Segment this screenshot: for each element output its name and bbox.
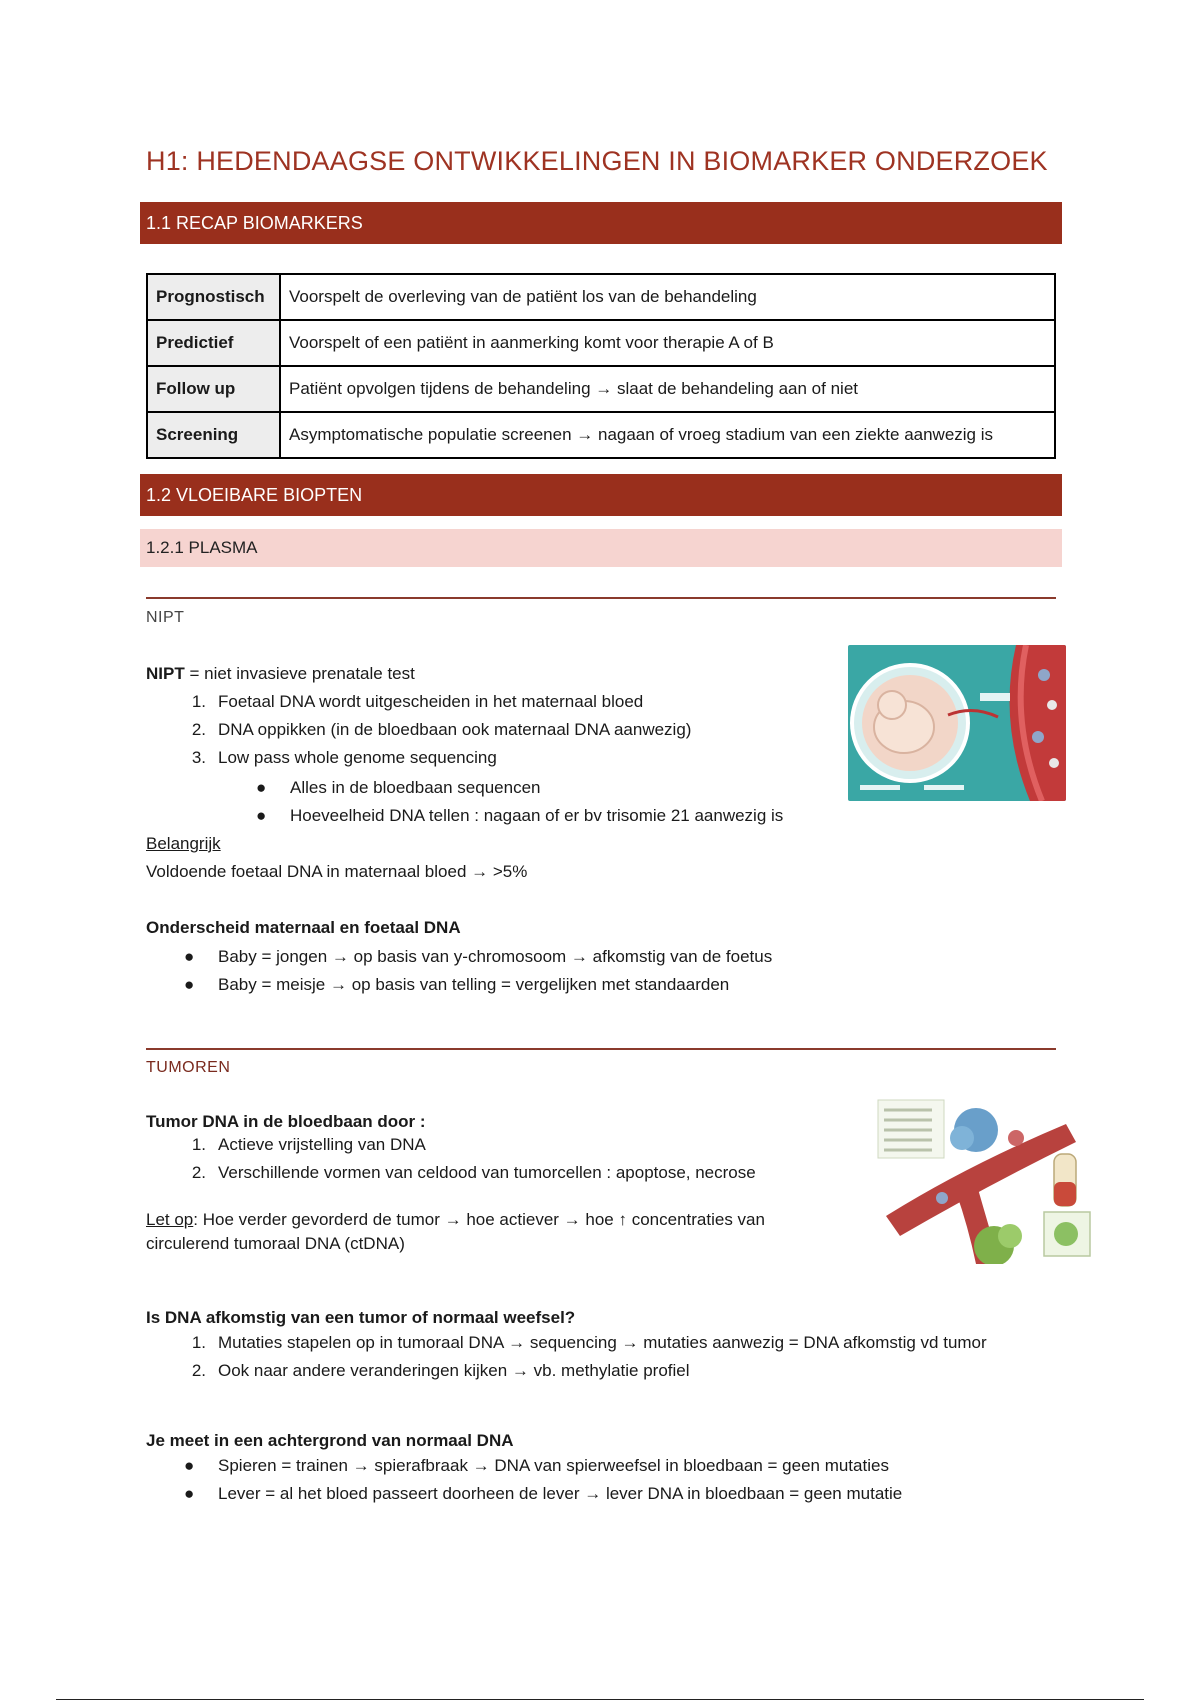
list-item: 2. Ook naar andere veranderingen kijken → vb. methylatie profiel [191, 1361, 690, 1380]
table-cell-desc: Patiënt opvolgen tijdens de behandeling → slaat de behandeling aan of niet [280, 366, 1055, 412]
divider [146, 1048, 1056, 1050]
list-item: 2. Verschillende vormen van celdood van tumorcellen : apoptose, necrose [191, 1163, 756, 1182]
table-cell-label: Screening [147, 412, 280, 458]
background-bullets [184, 1452, 903, 1508]
biomarker-table [146, 273, 1056, 459]
table-row [147, 412, 1055, 458]
table-cell-desc: Asymptomatische populatie screenen → nagaan of vroeg stadium van een ziekte aanwezig is [280, 412, 1055, 458]
list-item: 1. Foetaal DNA wordt uitgescheiden in het maternaal bloed [191, 692, 644, 711]
list-item: ● Baby = jongen → op basis van y-chromosoom → afkomstig van de foetus [184, 947, 773, 966]
list-item: 1. Actieve vrijstelling van DNA [191, 1135, 426, 1154]
table-row [147, 320, 1055, 366]
tumor-note [146, 1208, 765, 1232]
tumor-dna-steps [191, 1131, 756, 1187]
section-header-recap: 1.1 RECAP BIOMARKERS [140, 202, 1062, 244]
distinction-bullets [184, 943, 773, 999]
list-item: ● Baby = meisje → op basis van telling = vergelijken met standaarden [184, 975, 730, 994]
nipt-heading: NIPT [146, 609, 185, 626]
nipt-sub-bullets [256, 774, 784, 830]
list-item: 1. Mutaties stapelen op in tumoraal DNA → sequencing → mutaties aanwezig = DNA afkomstig vd tumor [191, 1333, 987, 1352]
tumor-note-continued: circulerend tumoraal DNA (ctDNA) [146, 1234, 405, 1253]
table-row [147, 366, 1055, 412]
note-label: Let op [146, 1210, 194, 1229]
list-item: ● Hoeveelheid DNA tellen : nagaan of er bv trisomie 21 aanwezig is [256, 806, 784, 825]
list-item: ● Alles in de bloedbaan sequencen [256, 778, 541, 797]
note-text: : Hoe verder gevorderd de tumor → hoe actiever → hoe ↑ concentraties van [193, 1210, 765, 1229]
list-item: 3. Low pass whole genome sequencing [191, 748, 497, 767]
nipt-definition [146, 662, 415, 686]
list-item: 2. DNA oppikken (in de bloedbaan ook maternaal DNA aanwezig) [191, 720, 692, 739]
divider [146, 597, 1056, 599]
page-title: H1: HEDENDAAGSE ONTWIKKELINGEN IN BIOMARKER ONDERZOEK [146, 146, 1048, 176]
table-cell-label: Follow up [147, 366, 280, 412]
list-item: ● Spieren = trainen → spierafbraak → DNA van spierweefsel in bloedbaan = geen mutaties [184, 1456, 889, 1475]
fetal-dna-bloodstream-illustration [848, 645, 1066, 801]
nipt-term: NIPT [146, 664, 185, 683]
important-text: Voldoende foetaal DNA in maternaal bloed → >5% [146, 862, 528, 881]
origin-heading: Is DNA afkomstig van een tumor of normaal weefsel? [146, 1308, 576, 1327]
list-item: ● Lever = al het bloed passeert doorheen de lever → lever DNA in bloedbaan = geen mutatie [184, 1484, 903, 1503]
nipt-definition-text: = niet invasieve prenatale test [184, 664, 415, 683]
table-cell-desc: Voorspelt de overleving van de patiënt los van de behandeling [280, 274, 1055, 320]
tumor-dna-heading: Tumor DNA in de bloedbaan door : [146, 1112, 426, 1131]
important-label: Belangrijk [146, 834, 221, 853]
table-cell-label: Predictief [147, 320, 280, 366]
origin-steps [191, 1329, 987, 1385]
background-heading: Je meet in een achtergrond van normaal DNA [146, 1431, 514, 1450]
table-row [147, 274, 1055, 320]
table-cell-label: Prognostisch [147, 274, 280, 320]
tumors-heading: TUMOREN [146, 1059, 231, 1076]
table-cell-desc: Voorspelt of een patiënt in aanmerking komt voor therapie A of B [280, 320, 1055, 366]
nipt-steps [191, 688, 692, 772]
distinction-heading: Onderscheid maternaal en foetaal DNA [146, 918, 461, 937]
tumor-ctdna-illustration [876, 1096, 1102, 1264]
section-header-biopten: 1.2 VLOEIBARE BIOPTEN [140, 474, 1062, 516]
subsection-header-plasma: 1.2.1 PLASMA [140, 529, 1062, 567]
